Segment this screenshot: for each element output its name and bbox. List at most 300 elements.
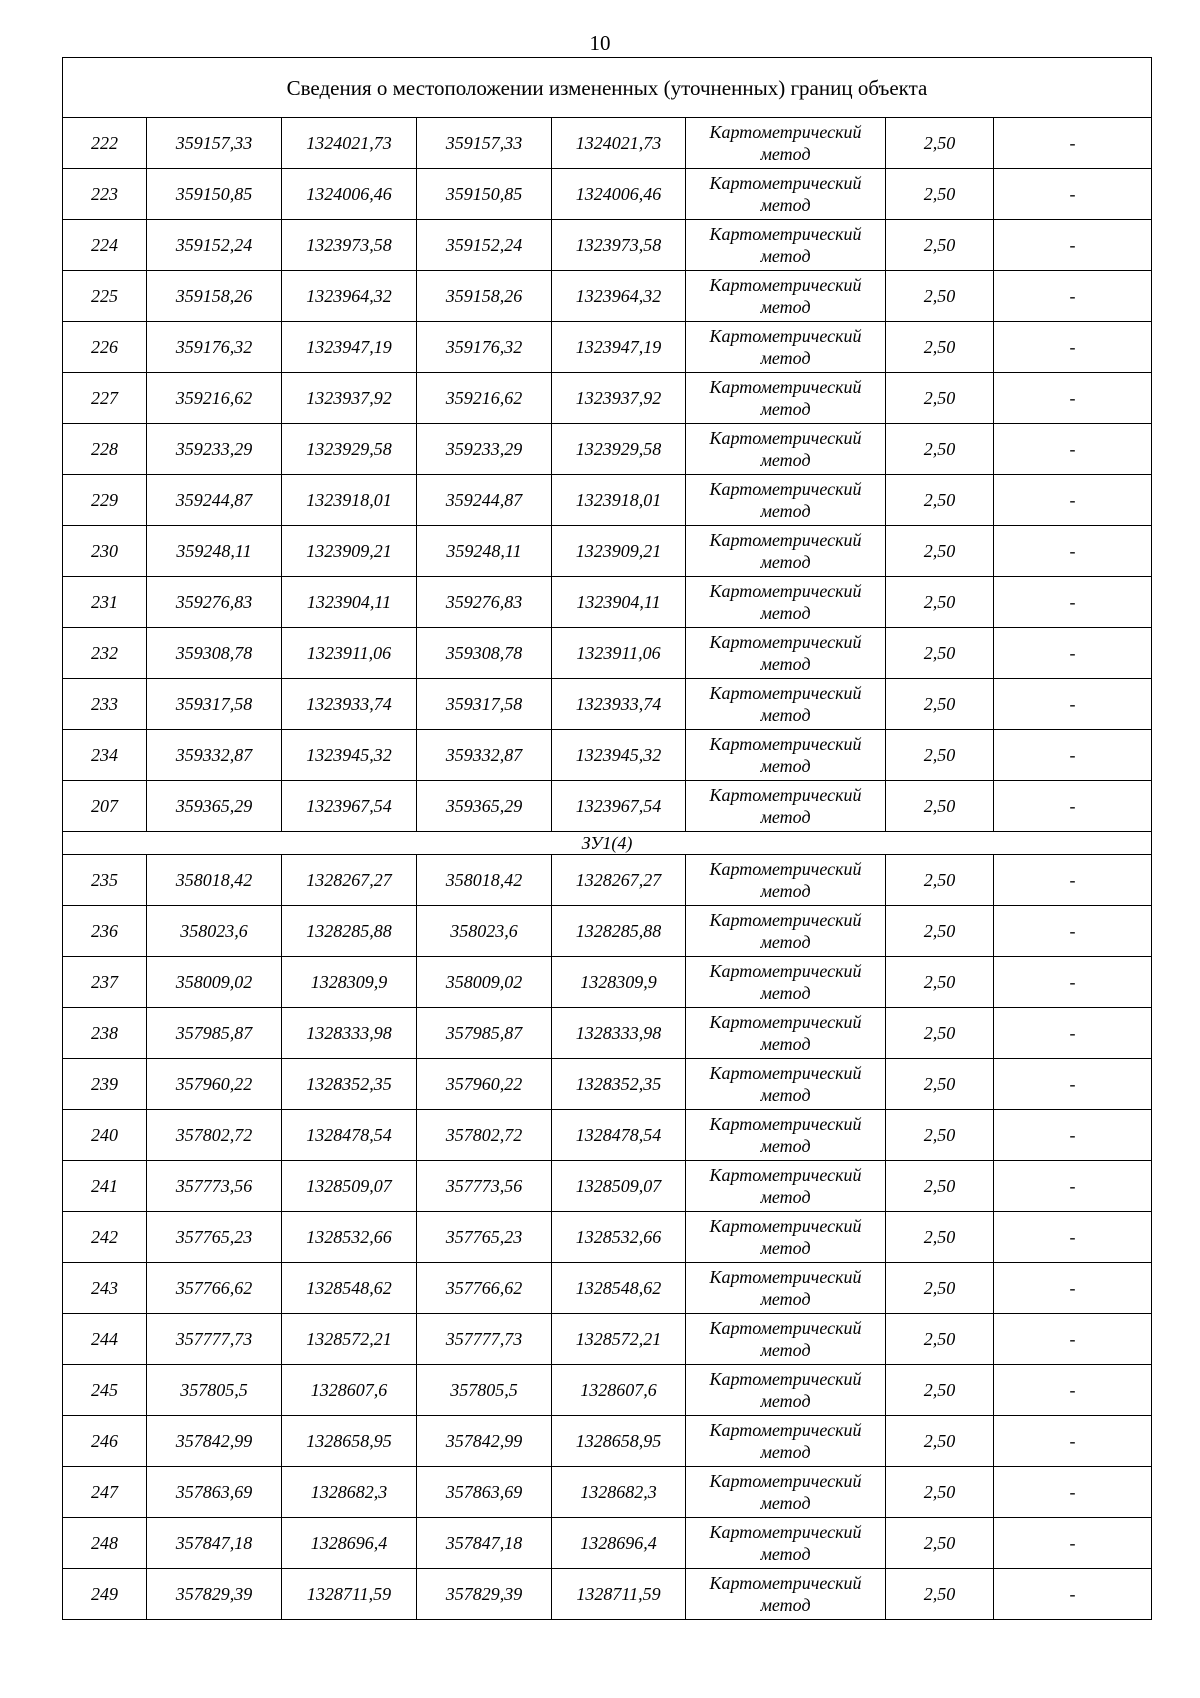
point-number-cell: 227 [63, 373, 147, 424]
method-line-1: Картометрический [709, 1573, 862, 1593]
table-row [63, 1365, 1152, 1416]
method-line-2: метод [760, 705, 811, 725]
table-row [63, 1263, 1152, 1314]
method-line-1: Картометрический [709, 1216, 862, 1236]
table-row [63, 322, 1152, 373]
table-row [63, 679, 1152, 730]
y-existing-cell: 1328352,35 [282, 1059, 417, 1110]
note-cell: - [994, 118, 1152, 169]
y-refined-cell: 1328711,59 [552, 1569, 686, 1620]
y-refined-cell: 1323967,54 [552, 781, 686, 832]
x-refined-cell: 358023,6 [417, 906, 552, 957]
point-number-cell: 234 [63, 730, 147, 781]
method-line-1: Картометрический [709, 122, 862, 142]
table-row [63, 1161, 1152, 1212]
method-line-2: метод [760, 881, 811, 901]
y-existing-cell: 1323937,92 [282, 373, 417, 424]
y-existing-cell: 1323964,32 [282, 271, 417, 322]
table-row [63, 1059, 1152, 1110]
point-number-cell: 248 [63, 1518, 147, 1569]
method-cell [686, 1059, 886, 1110]
x-refined-cell: 357766,62 [417, 1263, 552, 1314]
x-refined-cell: 359158,26 [417, 271, 552, 322]
method-cell [686, 1416, 886, 1467]
y-refined-cell: 1328532,66 [552, 1212, 686, 1263]
table-row [63, 906, 1152, 957]
method-cell [686, 373, 886, 424]
y-refined-cell: 1323973,58 [552, 220, 686, 271]
x-refined-cell: 358018,42 [417, 855, 552, 906]
accuracy-cell: 2,50 [886, 373, 994, 424]
point-number-cell: 237 [63, 957, 147, 1008]
point-number-cell: 228 [63, 424, 147, 475]
x-refined-cell: 357960,22 [417, 1059, 552, 1110]
table-row [63, 577, 1152, 628]
y-refined-cell: 1323904,11 [552, 577, 686, 628]
method-line-2: метод [760, 932, 811, 952]
x-refined-cell: 357777,73 [417, 1314, 552, 1365]
method-line-1: Картометрический [709, 581, 862, 601]
x-existing-cell: 359157,33 [147, 118, 282, 169]
note-cell: - [994, 271, 1152, 322]
point-number-cell: 242 [63, 1212, 147, 1263]
table-row [63, 1569, 1152, 1620]
method-line-2: метод [760, 399, 811, 419]
x-refined-cell: 359332,87 [417, 730, 552, 781]
x-refined-cell: 359244,87 [417, 475, 552, 526]
y-existing-cell: 1323945,32 [282, 730, 417, 781]
method-line-2: метод [760, 195, 811, 215]
method-line-1: Картометрический [709, 785, 862, 805]
note-cell: - [994, 1416, 1152, 1467]
method-line-2: метод [760, 983, 811, 1003]
y-refined-cell: 1324021,73 [552, 118, 686, 169]
accuracy-cell: 2,50 [886, 1314, 994, 1365]
x-existing-cell: 357802,72 [147, 1110, 282, 1161]
method-cell [686, 855, 886, 906]
method-line-1: Картометрический [709, 734, 862, 754]
method-line-2: метод [760, 348, 811, 368]
method-line-1: Картометрический [709, 530, 862, 550]
method-line-1: Картометрический [709, 173, 862, 193]
x-refined-cell: 359157,33 [417, 118, 552, 169]
method-cell [686, 271, 886, 322]
method-line-2: метод [760, 297, 811, 317]
method-cell [686, 957, 886, 1008]
x-existing-cell: 357847,18 [147, 1518, 282, 1569]
accuracy-cell: 2,50 [886, 1263, 994, 1314]
point-number-cell: 226 [63, 322, 147, 373]
method-line-2: метод [760, 654, 811, 674]
method-line-1: Картометрический [709, 1012, 862, 1032]
y-existing-cell: 1328309,9 [282, 957, 417, 1008]
accuracy-cell: 2,50 [886, 730, 994, 781]
accuracy-cell: 2,50 [886, 526, 994, 577]
x-refined-cell: 359248,11 [417, 526, 552, 577]
point-number-cell: 244 [63, 1314, 147, 1365]
point-number-cell: 247 [63, 1467, 147, 1518]
x-existing-cell: 357805,5 [147, 1365, 282, 1416]
x-refined-cell: 357847,18 [417, 1518, 552, 1569]
note-cell: - [994, 169, 1152, 220]
x-existing-cell: 359332,87 [147, 730, 282, 781]
x-existing-cell: 359176,32 [147, 322, 282, 373]
y-refined-cell: 1328696,4 [552, 1518, 686, 1569]
method-cell [686, 577, 886, 628]
x-existing-cell: 359365,29 [147, 781, 282, 832]
accuracy-cell: 2,50 [886, 271, 994, 322]
table-row [63, 1518, 1152, 1569]
note-cell: - [994, 679, 1152, 730]
method-line-2: метод [760, 603, 811, 623]
point-number-cell: 236 [63, 906, 147, 957]
y-refined-cell: 1328682,3 [552, 1467, 686, 1518]
boundary-coordinates-table [62, 57, 1152, 1620]
method-cell [686, 1314, 886, 1365]
table-row [63, 957, 1152, 1008]
method-cell [686, 679, 886, 730]
x-existing-cell: 358009,02 [147, 957, 282, 1008]
x-existing-cell: 359308,78 [147, 628, 282, 679]
accuracy-cell: 2,50 [886, 118, 994, 169]
accuracy-cell: 2,50 [886, 169, 994, 220]
y-existing-cell: 1323918,01 [282, 475, 417, 526]
note-cell: - [994, 628, 1152, 679]
accuracy-cell: 2,50 [886, 957, 994, 1008]
x-existing-cell: 359244,87 [147, 475, 282, 526]
point-number-cell: 233 [63, 679, 147, 730]
accuracy-cell: 2,50 [886, 577, 994, 628]
point-number-cell: 246 [63, 1416, 147, 1467]
method-line-2: метод [760, 1544, 811, 1564]
point-number-cell: 243 [63, 1263, 147, 1314]
method-line-2: метод [760, 756, 811, 776]
note-cell: - [994, 577, 1152, 628]
table-row [63, 373, 1152, 424]
y-refined-cell: 1328509,07 [552, 1161, 686, 1212]
y-existing-cell: 1323933,74 [282, 679, 417, 730]
accuracy-cell: 2,50 [886, 1161, 994, 1212]
x-refined-cell: 359150,85 [417, 169, 552, 220]
note-cell: - [994, 1212, 1152, 1263]
accuracy-cell: 2,50 [886, 1059, 994, 1110]
y-refined-cell: 1323964,32 [552, 271, 686, 322]
point-number-cell: 225 [63, 271, 147, 322]
x-existing-cell: 359233,29 [147, 424, 282, 475]
point-number-cell: 222 [63, 118, 147, 169]
note-cell: - [994, 1008, 1152, 1059]
x-refined-cell: 357985,87 [417, 1008, 552, 1059]
method-line-1: Картометрический [709, 683, 862, 703]
method-line-2: метод [760, 1289, 811, 1309]
method-cell [686, 1263, 886, 1314]
accuracy-cell: 2,50 [886, 1416, 994, 1467]
point-number-cell: 235 [63, 855, 147, 906]
table-row [63, 118, 1152, 169]
method-line-2: метод [760, 1391, 811, 1411]
table-title: Сведения о местоположении измененных (уточненных) границ объекта [63, 58, 1152, 118]
x-existing-cell: 359158,26 [147, 271, 282, 322]
y-existing-cell: 1328696,4 [282, 1518, 417, 1569]
y-refined-cell: 1328478,54 [552, 1110, 686, 1161]
note-cell: - [994, 1365, 1152, 1416]
method-line-2: метод [760, 1595, 811, 1615]
point-number-cell: 223 [63, 169, 147, 220]
note-cell: - [994, 781, 1152, 832]
method-cell [686, 322, 886, 373]
accuracy-cell: 2,50 [886, 781, 994, 832]
y-existing-cell: 1323973,58 [282, 220, 417, 271]
x-refined-cell: 357773,56 [417, 1161, 552, 1212]
y-refined-cell: 1328352,35 [552, 1059, 686, 1110]
method-cell [686, 1365, 886, 1416]
note-cell: - [994, 730, 1152, 781]
table-row [63, 730, 1152, 781]
y-refined-cell: 1323918,01 [552, 475, 686, 526]
x-refined-cell: 357765,23 [417, 1212, 552, 1263]
x-existing-cell: 357765,23 [147, 1212, 282, 1263]
y-refined-cell: 1324006,46 [552, 169, 686, 220]
method-line-1: Картометрический [709, 1471, 862, 1491]
y-existing-cell: 1323904,11 [282, 577, 417, 628]
accuracy-cell: 2,50 [886, 1518, 994, 1569]
table-row [63, 1008, 1152, 1059]
method-line-2: метод [760, 1493, 811, 1513]
method-line-1: Картометрический [709, 428, 862, 448]
y-refined-cell: 1328572,21 [552, 1314, 686, 1365]
section-row [63, 832, 1152, 855]
x-refined-cell: 359152,24 [417, 220, 552, 271]
method-cell [686, 1467, 886, 1518]
method-cell [686, 1518, 886, 1569]
x-refined-cell: 357802,72 [417, 1110, 552, 1161]
note-cell: - [994, 855, 1152, 906]
y-refined-cell: 1328333,98 [552, 1008, 686, 1059]
method-cell [686, 781, 886, 832]
y-refined-cell: 1323911,06 [552, 628, 686, 679]
x-existing-cell: 357773,56 [147, 1161, 282, 1212]
method-line-1: Картометрический [709, 1267, 862, 1287]
table-row [63, 169, 1152, 220]
note-cell: - [994, 1467, 1152, 1518]
accuracy-cell: 2,50 [886, 1569, 994, 1620]
y-existing-cell: 1328658,95 [282, 1416, 417, 1467]
method-line-2: метод [760, 1085, 811, 1105]
method-line-1: Картометрический [709, 377, 862, 397]
x-refined-cell: 359308,78 [417, 628, 552, 679]
note-cell: - [994, 475, 1152, 526]
accuracy-cell: 2,50 [886, 679, 994, 730]
point-number-cell: 232 [63, 628, 147, 679]
y-existing-cell: 1328532,66 [282, 1212, 417, 1263]
note-cell: - [994, 1518, 1152, 1569]
point-number-cell: 229 [63, 475, 147, 526]
method-line-2: метод [760, 450, 811, 470]
method-line-1: Картометрический [709, 1369, 862, 1389]
method-cell [686, 730, 886, 781]
method-line-2: метод [760, 144, 811, 164]
x-refined-cell: 357805,5 [417, 1365, 552, 1416]
note-cell: - [994, 220, 1152, 271]
y-refined-cell: 1323933,74 [552, 679, 686, 730]
accuracy-cell: 2,50 [886, 322, 994, 373]
x-existing-cell: 357777,73 [147, 1314, 282, 1365]
method-line-1: Картометрический [709, 1165, 862, 1185]
y-existing-cell: 1328572,21 [282, 1314, 417, 1365]
x-refined-cell: 357863,69 [417, 1467, 552, 1518]
method-line-1: Картометрический [709, 1114, 862, 1134]
method-line-1: Картометрический [709, 1063, 862, 1083]
method-line-1: Картометрический [709, 479, 862, 499]
table-row [63, 1212, 1152, 1263]
accuracy-cell: 2,50 [886, 1365, 994, 1416]
note-cell: - [994, 322, 1152, 373]
accuracy-cell: 2,50 [886, 1110, 994, 1161]
method-line-1: Картометрический [709, 859, 862, 879]
x-existing-cell: 359152,24 [147, 220, 282, 271]
method-cell [686, 220, 886, 271]
method-line-1: Картометрический [709, 1318, 862, 1338]
table-row [63, 1314, 1152, 1365]
method-cell [686, 1110, 886, 1161]
note-cell: - [994, 1263, 1152, 1314]
y-refined-cell: 1328267,27 [552, 855, 686, 906]
y-existing-cell: 1324006,46 [282, 169, 417, 220]
y-refined-cell: 1323909,21 [552, 526, 686, 577]
table-row [63, 220, 1152, 271]
x-refined-cell: 359216,62 [417, 373, 552, 424]
table-row [63, 271, 1152, 322]
y-existing-cell: 1328607,6 [282, 1365, 417, 1416]
y-existing-cell: 1323911,06 [282, 628, 417, 679]
y-existing-cell: 1323967,54 [282, 781, 417, 832]
method-line-2: метод [760, 807, 811, 827]
point-number-cell: 245 [63, 1365, 147, 1416]
table-title-row [63, 58, 1152, 118]
x-refined-cell: 358009,02 [417, 957, 552, 1008]
method-cell [686, 475, 886, 526]
method-line-1: Картометрический [709, 1420, 862, 1440]
note-cell: - [994, 424, 1152, 475]
accuracy-cell: 2,50 [886, 906, 994, 957]
method-cell [686, 1008, 886, 1059]
x-existing-cell: 357985,87 [147, 1008, 282, 1059]
method-cell [686, 1212, 886, 1263]
x-refined-cell: 359276,83 [417, 577, 552, 628]
table-row [63, 1467, 1152, 1518]
method-line-2: метод [760, 1034, 811, 1054]
accuracy-cell: 2,50 [886, 424, 994, 475]
method-cell [686, 1161, 886, 1212]
accuracy-cell: 2,50 [886, 475, 994, 526]
y-existing-cell: 1328333,98 [282, 1008, 417, 1059]
table-body [63, 58, 1152, 1620]
y-existing-cell: 1328509,07 [282, 1161, 417, 1212]
note-cell: - [994, 906, 1152, 957]
point-number-cell: 231 [63, 577, 147, 628]
y-refined-cell: 1323947,19 [552, 322, 686, 373]
y-refined-cell: 1328309,9 [552, 957, 686, 1008]
point-number-cell: 241 [63, 1161, 147, 1212]
table-row [63, 424, 1152, 475]
note-cell: - [994, 1110, 1152, 1161]
method-line-1: Картометрический [709, 275, 862, 295]
x-refined-cell: 357842,99 [417, 1416, 552, 1467]
y-existing-cell: 1328548,62 [282, 1263, 417, 1314]
table-row [63, 526, 1152, 577]
note-cell: - [994, 1161, 1152, 1212]
accuracy-cell: 2,50 [886, 1467, 994, 1518]
y-refined-cell: 1328548,62 [552, 1263, 686, 1314]
x-existing-cell: 357766,62 [147, 1263, 282, 1314]
table-row [63, 1416, 1152, 1467]
method-cell [686, 169, 886, 220]
method-line-2: метод [760, 501, 811, 521]
method-cell [686, 424, 886, 475]
table-row [63, 475, 1152, 526]
table-row [63, 781, 1152, 832]
x-refined-cell: 357829,39 [417, 1569, 552, 1620]
note-cell: - [994, 957, 1152, 1008]
y-refined-cell: 1328658,95 [552, 1416, 686, 1467]
y-existing-cell: 1328267,27 [282, 855, 417, 906]
y-existing-cell: 1328682,3 [282, 1467, 417, 1518]
method-cell [686, 906, 886, 957]
accuracy-cell: 2,50 [886, 220, 994, 271]
accuracy-cell: 2,50 [886, 628, 994, 679]
table-row [63, 628, 1152, 679]
point-number-cell: 230 [63, 526, 147, 577]
accuracy-cell: 2,50 [886, 1212, 994, 1263]
point-number-cell: 239 [63, 1059, 147, 1110]
method-line-1: Картометрический [709, 632, 862, 652]
accuracy-cell: 2,50 [886, 1008, 994, 1059]
x-refined-cell: 359365,29 [417, 781, 552, 832]
y-refined-cell: 1328285,88 [552, 906, 686, 957]
note-cell: - [994, 1059, 1152, 1110]
method-line-1: Картометрический [709, 910, 862, 930]
method-line-1: Картометрический [709, 326, 862, 346]
method-cell [686, 628, 886, 679]
accuracy-cell: 2,50 [886, 855, 994, 906]
x-existing-cell: 359248,11 [147, 526, 282, 577]
y-existing-cell: 1328711,59 [282, 1569, 417, 1620]
method-line-2: метод [760, 1442, 811, 1462]
y-refined-cell: 1323937,92 [552, 373, 686, 424]
y-refined-cell: 1323945,32 [552, 730, 686, 781]
y-existing-cell: 1328478,54 [282, 1110, 417, 1161]
y-existing-cell: 1324021,73 [282, 118, 417, 169]
x-existing-cell: 358018,42 [147, 855, 282, 906]
x-existing-cell: 357829,39 [147, 1569, 282, 1620]
x-refined-cell: 359233,29 [417, 424, 552, 475]
method-line-1: Картометрический [709, 961, 862, 981]
method-line-2: метод [760, 246, 811, 266]
x-existing-cell: 359216,62 [147, 373, 282, 424]
point-number-cell: 224 [63, 220, 147, 271]
method-line-2: метод [760, 1136, 811, 1156]
note-cell: - [994, 373, 1152, 424]
method-line-2: метод [760, 1340, 811, 1360]
y-existing-cell: 1323947,19 [282, 322, 417, 373]
method-cell [686, 1569, 886, 1620]
section-label: ЗУ1(4) [63, 832, 1152, 855]
y-refined-cell: 1323929,58 [552, 424, 686, 475]
x-existing-cell: 357863,69 [147, 1467, 282, 1518]
note-cell: - [994, 1569, 1152, 1620]
note-cell: - [994, 1314, 1152, 1365]
page-number: 10 [589, 31, 611, 55]
